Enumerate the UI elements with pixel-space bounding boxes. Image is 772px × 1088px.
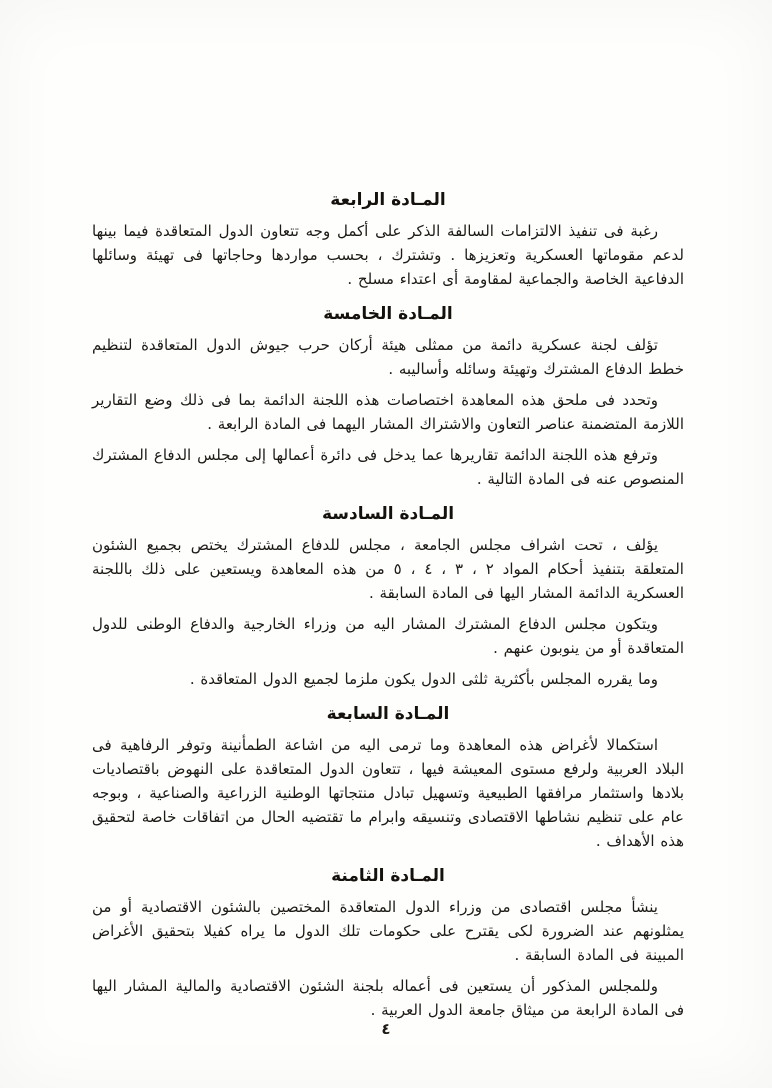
treaty-text bbox=[92, 190, 684, 1029]
page-number: ٤ bbox=[381, 1020, 391, 1038]
article-paragraph: وتحدد فى ملحق هذه المعاهدة اختصاصات هذه اللجنة الدائمة بما فى ذلك وضع التقارير اللازمة المتضمنة عناصر التعاون والاشتراك المشار اليهما فى المادة الرابعة . bbox=[92, 391, 684, 433]
article-heading: المـادة السادسة bbox=[321, 504, 455, 524]
article-paragraph: ويتكون مجلس الدفاع المشترك المشار اليه من وزراء الخارجية والدفاع الوطنى للدول المتعاقدة أو من ينوبون عنهم . bbox=[92, 615, 684, 657]
article-section-eight bbox=[92, 866, 684, 1022]
article-paragraph: وما يقرره المجلس بأكثرية ثلثى الدول يكون ملزما لجميع الدول المتعاقدة . bbox=[189, 670, 658, 688]
article-section-six bbox=[92, 504, 684, 691]
article-heading: المـادة الثامنة bbox=[331, 866, 445, 886]
article-heading: المـادة الرابعة bbox=[330, 190, 446, 210]
article-paragraph: وترفع هذه اللجنة الدائمة تقاريرها عما يدخل فى دائرة أعمالها إلى مجلس الدفاع المشترك المنصوص عنه فى المادة التالية . bbox=[92, 446, 684, 488]
article-paragraph: يؤلف ، تحت اشراف مجلس الجامعة ، مجلس للدفاع المشترك يختص بجميع الشئون المتعلقة بتنفيذ أحكام المواد ٢ ، ٣ ، ٤ ، ٥ من هذه المعاهدة ويستعين على ذلك باللجنة العسكرية الدائمة المشار اليها فى المادة السابقة . bbox=[92, 536, 684, 602]
article-heading: المـادة السابعة bbox=[326, 704, 450, 724]
article-paragraph: رغبة فى تنفيذ الالتزامات السالفة الذكر على أكمل وجه تتعاون الدول المتعاقدة فيما بينها لدعم مقوماتها العسكرية وتعزيزها . وتشترك ، بحسب مواردها وحاجاتها فى تهيئة وسائلها الدفاعية الخاصة والجماعية لمقاومة أى اعتداء مسلح . bbox=[92, 222, 684, 288]
article-paragraph: استكمالا لأغراض هذه المعاهدة وما ترمى اليه من اشاعة الطمأنينة وتوفر الرفاهية فى البلاد العربية ولرفع مستوى المعيشة فيها ، تتعاون الدول المتعاقدة على النهوض باقتصاديات بلادها واستثمار مرافقها الطبيعية وتسهيل تبادل منتجاتها الوطنية الزراعية والصناعية ، وبوجه عام على تنظيم نشاطها الاقتصادى وتنسيقه وابرام ما تقتضيه الحال من اتفاقات خاصة لتحقيق هذه الأهداف . bbox=[92, 736, 684, 850]
article-paragraph: وللمجلس المذكور أن يستعين فى أعماله بلجنة الشئون الاقتصادية والمالية المشار اليها فى المادة الرابعة من ميثاق جامعة الدول العربية . bbox=[92, 977, 684, 1019]
article-section-four bbox=[92, 190, 684, 291]
article-section-five bbox=[92, 304, 684, 491]
article-paragraph: ينشأ مجلس اقتصادى من وزراء الدول المتعاقدة المختصين بالشئون الاقتصادية أو من يمثلونهم عند الضرورة لكى يقترح على حكومات تلك الدول ما يراه كفيلا بتحقيق الأغراض المبينة فى المادة السابقة . bbox=[92, 898, 684, 964]
article-paragraph: تؤلف لجنة عسكرية دائمة من ممثلى هيئة أركان حرب جيوش الدول المتعاقدة لتنظيم خطط الدفاع المشترك وتهيئة وسائله وأساليبه . bbox=[92, 336, 684, 378]
article-heading: المـادة الخامسة bbox=[323, 304, 453, 324]
article-section-seven bbox=[92, 704, 684, 853]
